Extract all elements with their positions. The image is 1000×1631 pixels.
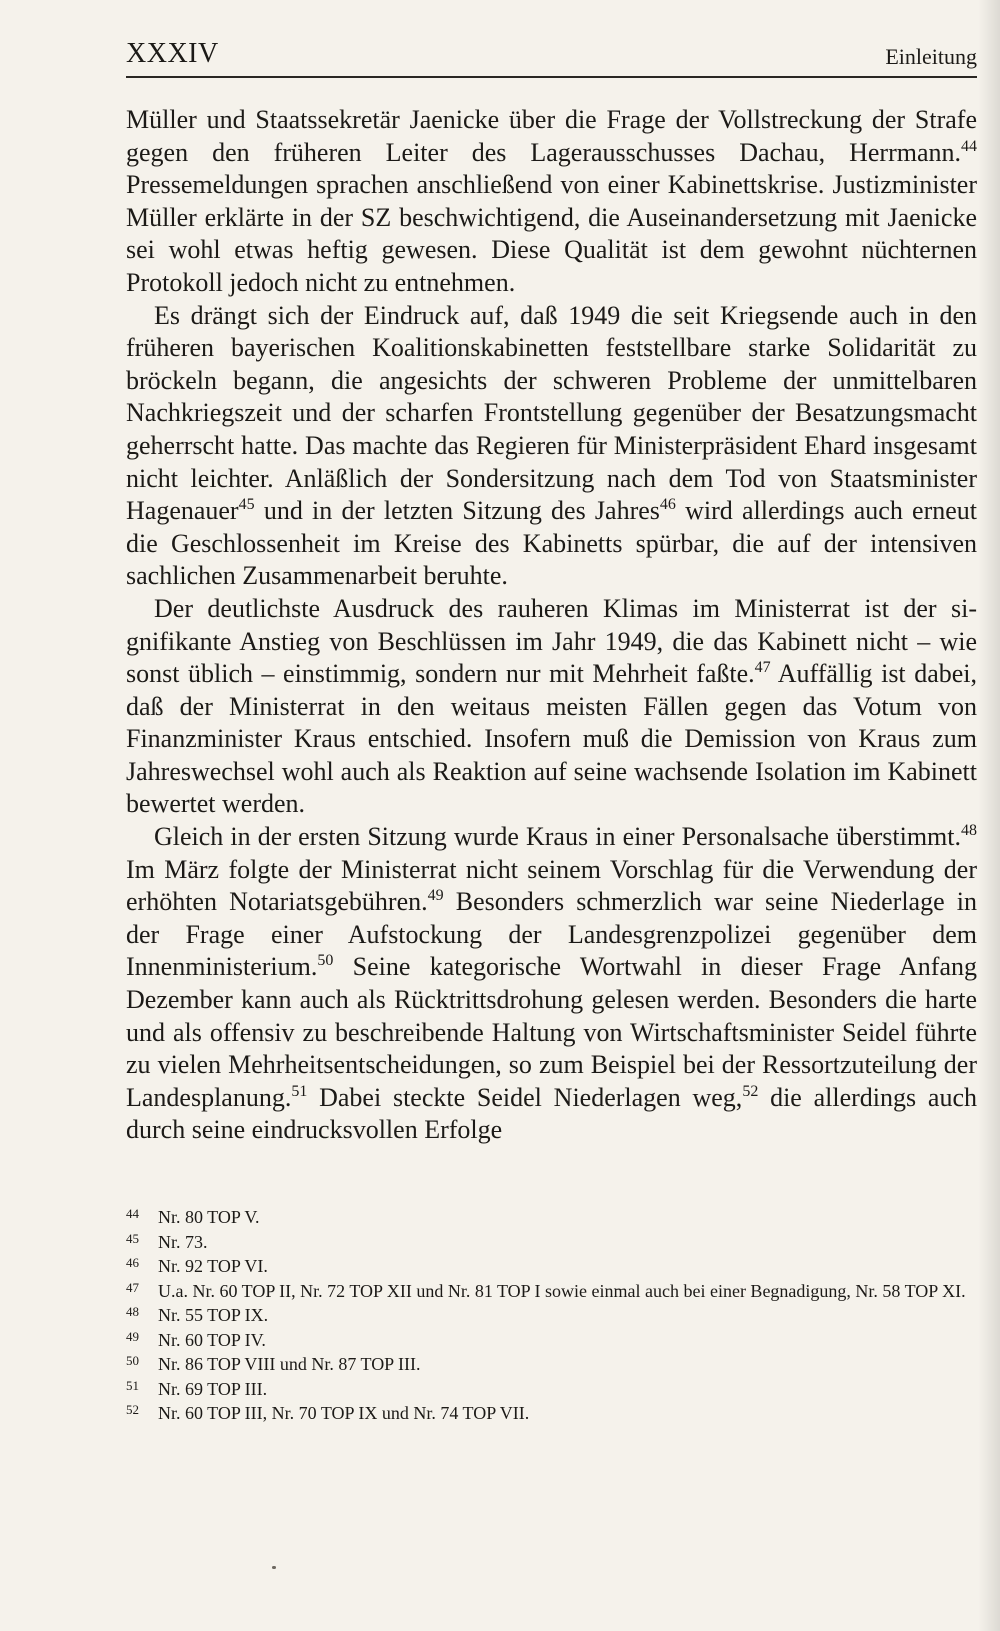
footnote: [126, 1230, 977, 1255]
footnote-ref-48: 48: [961, 822, 977, 840]
print-speck: [272, 1566, 276, 1569]
text-run: und in der letzten Sitzung des Jahres: [254, 496, 660, 526]
running-header: [126, 38, 977, 74]
footnote-ref-49: 49: [427, 887, 444, 905]
footnote-text: Nr. 92 TOP VI.: [158, 1256, 268, 1276]
text-run: die allerdings auch durch seine eindrucksvollen Erfolge: [126, 1082, 977, 1145]
text-run: Es drängt sich der Eindruck auf, daß 1949 die seit Kriegsende auch in den früheren bayerischen Koalitionskabinetten feststellbare starke Solidarität zu bröckeln begann, die angesichts der schweren Probleme der unmittelbaren Nachkriegszeit und der scharfen Frontstellung gegenüber der Besatzungsmacht geherrscht hatte. Das machte das Regieren für Ministerpräsident Ehard insgesamt nicht leichter. Anläßlich der Sondersitzung nach dem Tod von Staatsminister Hagenauer: [126, 300, 977, 526]
footnote: [126, 1205, 977, 1230]
footnote-number: 49: [126, 1328, 139, 1344]
footnote-ref-44: 44: [961, 137, 977, 155]
footnote-text: Nr. 60 TOP IV.: [158, 1329, 266, 1350]
footnotes: [126, 1205, 977, 1426]
text-run: Der deutlichste Ausdruck des rauheren Klimas im Ministerrat ist der signifikante Anstieg von Beschlüssen im Jahr 1949, die das Kabinett nicht – wie sonst üblich – einstimmig, sondern nur mit Mehrheit faßte.: [126, 593, 977, 689]
footnote-ref-50: 50: [317, 952, 334, 970]
footnote-number: 44: [126, 1206, 139, 1221]
footnote: [126, 1328, 977, 1353]
footnote: [126, 1254, 977, 1279]
paragraph-3: [126, 593, 977, 821]
footnote-text: Nr. 73.: [158, 1231, 208, 1252]
footnote-ref-47: 47: [754, 659, 771, 677]
page-number: XXXIV: [126, 38, 219, 69]
footnote-ref-51: 51: [291, 1082, 308, 1100]
footnote-number: 46: [126, 1255, 139, 1270]
footnote-text: Nr. 86 TOP VIII und Nr. 87 TOP III.: [158, 1354, 421, 1374]
text-run: Im März folgte der Ministerrat nicht seinem Vorschlag für die Verwendung der erhöhten Notariatsgebühren.: [126, 854, 977, 917]
footnote-text: Nr. 80 TOP V.: [158, 1207, 260, 1227]
footnote-number: 51: [126, 1377, 139, 1393]
footnote-ref-46: 46: [659, 496, 676, 514]
footnote-ref-52: 52: [742, 1082, 759, 1100]
footnote-ref-45: 45: [238, 496, 255, 514]
text-run: wird allerdings auch erneut die Geschlossenheit im Kreise des Kabinetts spürbar, die auf der intensiven sachlichen Zusammenarbeit beruhte.: [126, 496, 977, 591]
footnote: [126, 1303, 977, 1328]
footnote-number: 47: [126, 1279, 139, 1295]
footnote-number: 50: [126, 1353, 139, 1368]
page-edge-shadow: [978, 0, 1000, 1631]
footnote-text: Nr. 69 TOP III.: [158, 1378, 268, 1399]
text-run: Dabei steckte Seidel Niederlagen weg,: [307, 1082, 743, 1112]
text-run: Seine kategorische Wortwahl in dieser Frage Anfang Dezember kann auch als Rücktrittsdrohung gelesen werden. Besonders die harte und als offensiv zu beschreibende Haltung von Wirtschaftsminister Seidel führte zu vielen Mehrheitsentscheidungen, so zum Beispiel bei der Ressortzuteilung der Landesplanung.: [126, 952, 977, 1112]
footnote: [126, 1377, 977, 1402]
footnote-text: Nr. 55 TOP IX.: [158, 1305, 269, 1325]
text-run: Müller und Staatssekretär Jaenicke über die Frage der Vollstreckung der Strafe gegen den früheren Leiter des Lagerausschusses Dachau, Herrmann.: [126, 105, 977, 167]
paragraph-4: [126, 821, 977, 1147]
footnote-number: 48: [126, 1304, 139, 1319]
footnote-text: U.a. Nr. 60 TOP II, Nr. 72 TOP XII und Nr. 81 TOP I sowie einmal auch bei einer Begnadigung, Nr. 58 TOP XI.: [158, 1280, 966, 1301]
footnote-number: 52: [126, 1402, 139, 1417]
header-rule: [126, 76, 977, 78]
body-text: [126, 104, 977, 1147]
text-run: Besonders schmerzlich war seine Niederlage in der Frage einer Aufstockung der Landesgrenzpolizei gegenüber dem Innenministerium.: [126, 887, 977, 982]
footnote: [126, 1352, 977, 1377]
footnote-text: Nr. 60 TOP III, Nr. 70 TOP IX und Nr. 74 TOP VII.: [158, 1403, 530, 1423]
paragraph-2: [126, 300, 977, 593]
paragraph-1: [126, 104, 977, 300]
footnote-number: 45: [126, 1230, 139, 1246]
text-run: Pressemeldungen sprachen anschließend von einer Kabinettskrise. Justizminister Müller erklärte in der SZ beschwichtigend, die Auseinandersetzung mit Jaenicke sei wohl etwas heftig gewesen. Diese Qualität ist dem gewohnt nüchternen Protokoll jedoch nicht zu entnehmen.: [126, 170, 977, 297]
text-run: Gleich in der ersten Sitzung wurde Kraus in einer Personalsache überstimmt.: [154, 822, 961, 852]
text-run: Auffällig ist dabei, daß der Ministerrat in den weitaus meisten Fällen gegen das Votum von Finanzminister Kraus entschied. Insofern muß die Demission von Kraus zum Jahreswechsel wohl auch als Reaktion auf seine wachsende Isolation im Kabinett bewertet werden.: [126, 659, 977, 819]
footnote: [126, 1401, 977, 1426]
section-title: Einleitung: [885, 44, 977, 69]
footnote: [126, 1279, 977, 1304]
